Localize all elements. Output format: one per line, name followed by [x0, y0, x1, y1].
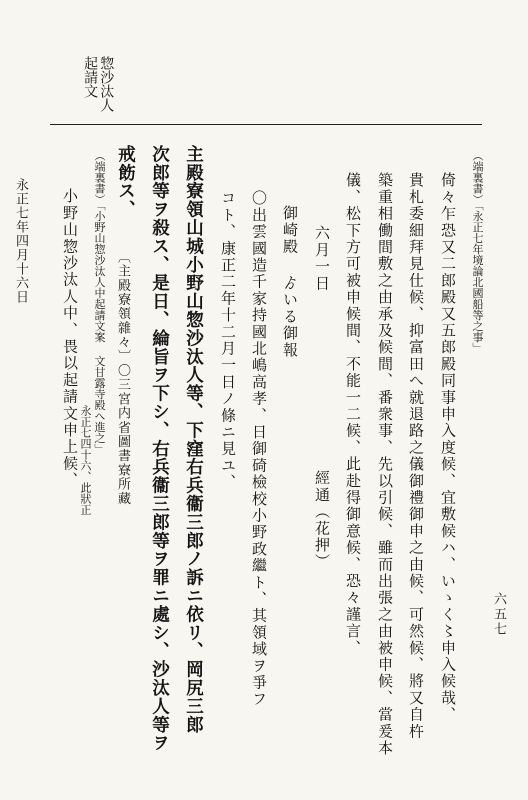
summary-line-3: 戒飭ス、 [115, 145, 136, 219]
entry1-body-line-3: 築重相働間敷之由承及候間、番衆事、先以引候、雖而出張之由被申候、當爰本 [376, 172, 394, 757]
entry1-signature: 經通（花押） [313, 470, 331, 571]
entry1-body-line-4: 儀、松下方可被申候間、不能一二候、此赴得御意候、恐々謹言、 [344, 172, 362, 657]
entry1-date: 六月一日 [313, 225, 331, 292]
running-head-line-1: 惣沙汰人 [98, 56, 115, 112]
header-rule [50, 124, 482, 125]
entry1-addressee: 御崎殿 ゟいる御報 [281, 205, 299, 359]
margin-date: 永正七年四月十六日 [13, 178, 28, 304]
entry1-body-line-2: 貴札委細拜見仕候、抑富田へ就退路之儀御禮御申之由候、可然候、將又自杵 [407, 172, 425, 740]
page-number: 六五七 [491, 592, 506, 637]
entry1-heading: （端裏書）「永正七年境論北國船等之事」 [471, 150, 484, 354]
note-line-1: 〇出雲國造千家持國北嶋高孝、日御碕檢校小野政繼ト、其領域ヲ爭フ [250, 190, 268, 708]
entry1-body-line-1: 倚々乍恐又二郎殿又五郎殿同事申入度候、宜敷候ハ、いゝく〻申入候哉、 [439, 172, 457, 724]
summary-line-1: 主殿寮領山城小野山惣沙汰人等、下窪右兵衞三郎ノ訴ニ依リ、岡尻三郎 [183, 145, 204, 734]
note-line-2: コト、康正二年十二月一日ノ條ニ見ユ、 [219, 190, 237, 491]
summary-line-2: 次郎等ヲ殺ス、是日、綸旨ヲ下シ、右兵衞三郎等ヲ罪ニ處シ、沙汰人等ヲ [149, 145, 170, 753]
entry2-heading-note: 永正七四十六、此狀正 [79, 405, 92, 515]
running-head-line-2: 起請文 [82, 56, 99, 98]
running-head [82, 56, 114, 112]
entry2-body: 小野山惣沙汰人中、畏以起請文申上候、 [61, 188, 79, 489]
entry2-source: 〔主殿寮領雜々〕〇三宮内省圖書寮所藏 [115, 250, 130, 506]
entry2-heading: （端裏書）「小野山惣沙汰人中起請文案 文甘露寺殿へ進之」 [93, 150, 106, 455]
